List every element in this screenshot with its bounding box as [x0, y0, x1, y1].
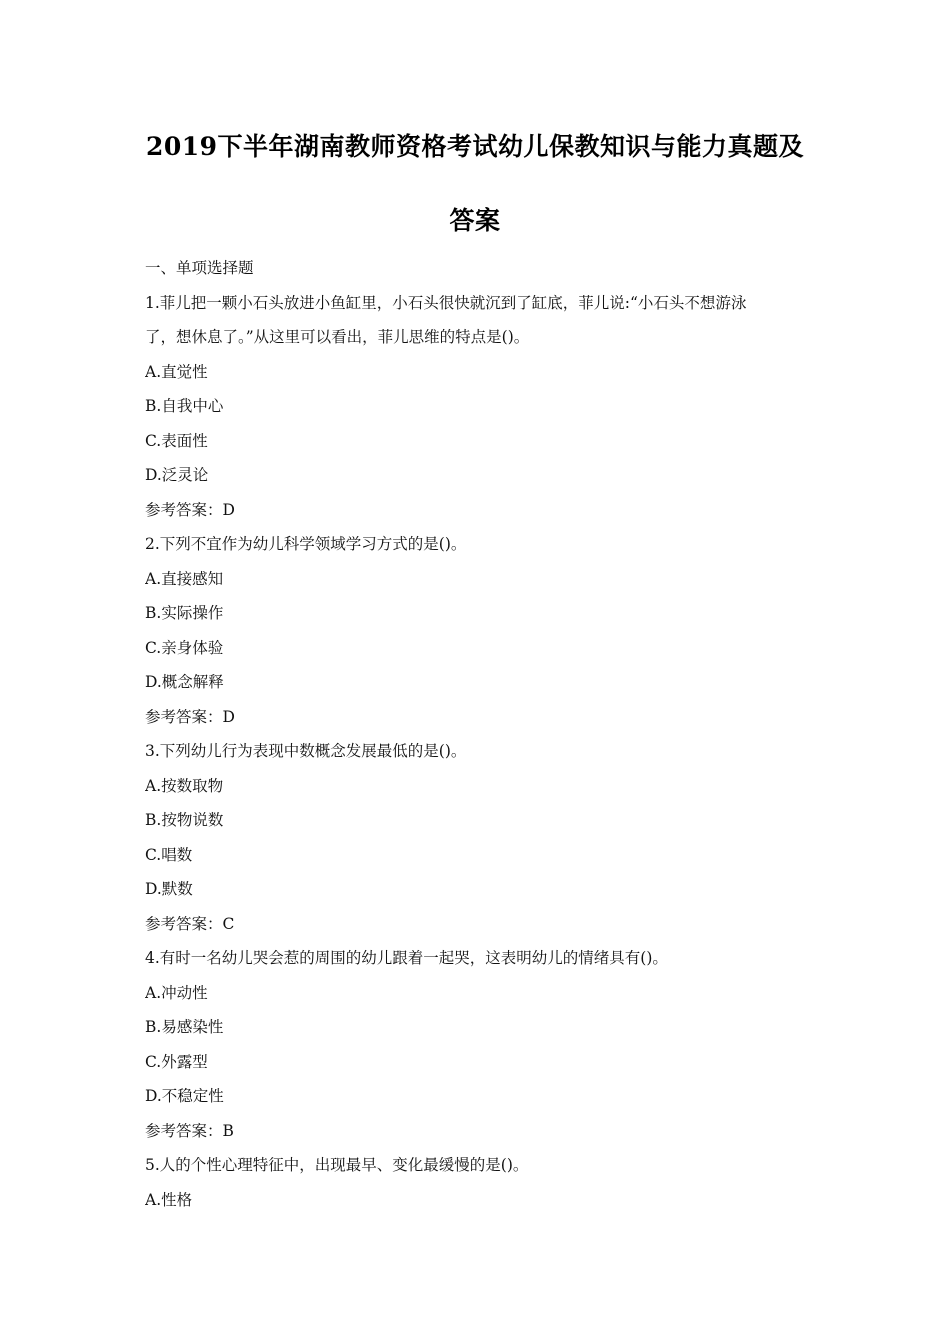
question-3-answer: 参考答案：C [145, 914, 235, 933]
section-heading: 一、单项选择题 [145, 259, 254, 277]
question-1-option-c: C.表面性 [145, 431, 208, 450]
question-1-option-d: D.泛灵论 [145, 466, 209, 484]
question-2-stem: 2.下列不宜作为幼儿科学领域学习方式的是()。 [145, 535, 467, 553]
question-2-answer: 参考答案：D [145, 707, 235, 726]
document-body [145, 255, 825, 1221]
question-4-stem: 4.有时一名幼儿哭会惹的周围的幼儿跟着一起哭，这表明幼儿的情绪具有()。 [145, 949, 668, 967]
question-2-option-d: D.概念解释 [145, 673, 224, 691]
question-4-option-c: C.外露型 [145, 1052, 208, 1071]
question-5-stem: 5.人的个性心理特征中，出现最早、变化最缓慢的是()。 [145, 1156, 529, 1174]
question-3-option-a: A.按数取物 [145, 776, 224, 795]
question-3-option-b: B.按物说数 [145, 811, 224, 829]
question-4-option-d: D.不稳定性 [145, 1087, 224, 1105]
question-4-option-a: A.冲动性 [145, 983, 208, 1002]
question-1-stem-line-1: 1.菲儿把一颗小石头放进小鱼缸里，小石头很快就沉到了缸底，菲儿说:“小石头不想游泳 [145, 293, 747, 312]
document-title-line-2: 答案 [449, 206, 501, 235]
question-1-stem-line-2: 了，想休息了。”从这里可以看出，菲儿思维的特点是()。 [145, 328, 530, 346]
question-2-option-b: B.实际操作 [145, 604, 224, 622]
question-4-option-b: B.易感染性 [145, 1018, 224, 1036]
question-3-stem: 3.下列幼儿行为表现中数概念发展最低的是()。 [145, 742, 467, 760]
question-2-option-a: A.直接感知 [145, 569, 224, 588]
question-3-option-d: D.默数 [145, 880, 193, 898]
question-5-option-a: A.性格 [145, 1190, 193, 1209]
question-2-option-c: C.亲身体验 [145, 638, 224, 657]
question-1-option-a: A.直觉性 [145, 362, 208, 381]
question-4-answer: 参考答案：B [145, 1121, 234, 1140]
question-3-option-c: C.唱数 [145, 845, 193, 864]
document-title-line-1: 2019下半年湖南教师资格考试幼儿保教知识与能力真题及 [145, 132, 805, 161]
question-1-option-b: B.自我中心 [145, 397, 224, 415]
question-1-answer: 参考答案：D [145, 500, 235, 519]
